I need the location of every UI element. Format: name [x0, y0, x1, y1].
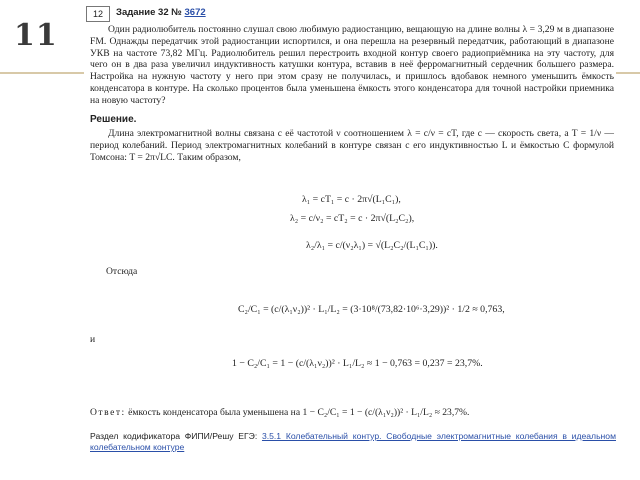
- accent-line-right: [616, 72, 640, 74]
- task-number-link[interactable]: 3672: [184, 7, 206, 18]
- answer-line: [90, 407, 469, 418]
- codifier-link[interactable]: 3.5.1 Колебательный контур. Свободные электромагнитные колебания в идеальном колебательном контуре: [90, 431, 616, 452]
- equation-capacitance-ratio: C₂/C₁ = (c/(λ₁ν₂))² · L₁/L₂ = (3·10⁸/(73,82·10⁶·3,29))² · 1/2 ≈ 0,763,: [238, 304, 505, 315]
- codifier-prefix: Раздел кодификатора ФИПИ/Решу ЕГЭ:: [90, 431, 258, 441]
- solution-paragraph: Длина электромагнитной волны связана с её частотой ν соотношением λ = c/ν = cT, где c — скорость света, а T = 1/ν — период колебаний. Период электромагнитных колебаний в контуре связан с его индуктивностью L и ёмкостью C формулой Томсона: T = 2π√LC. Таким образом,: [90, 128, 614, 163]
- problem-text: Один радиолюбитель постоянно слушал свою любимую радиостанцию, вещающую на длине волны λ = 3,29 м в диапазоне FM. Однажды передатчик этой радиостанции испортился, и она перешла на резервный передатчик, работающий в диапазоне УКВ на частоте 73,82 МГц. Радиолюбитель решил перестроить входной контур своего радиоприёмника на эту частоту, для чего он в два раза увеличил индуктивность катушки контура, вставив в неё ферромагнитный сердечник большего размера. Настройка на нужную частоту у него при этом сразу не получилась, и пришлось вдобавок немного уменьшить ёмкость конденсатора в контуре. На сколько процентов была уменьшена ёмкость этого конденсатора для точной настройки приемника на новую частоту?: [90, 24, 614, 106]
- solution-heading: Решение.: [90, 114, 137, 125]
- equation-ratio: λ₂/λ₁ = c/(ν₂λ₁) = √(L₂C₂/(L₁C₁)).: [306, 240, 438, 251]
- task-label: Задание 32 №: [116, 7, 182, 18]
- answer-label: Ответ:: [90, 407, 126, 418]
- answer-formula: 1 − C₂/C₁ = 1 − (c/(λ₁ν₂))² · L₁/L₂ ≈ 23,7%.: [302, 407, 470, 418]
- slide-number: 11: [14, 18, 58, 53]
- and-text: и: [90, 334, 96, 345]
- codifier-section: [90, 431, 616, 453]
- equation-lambda1: λ₁ = cT₁ = c · 2π√(L₁C₁),: [302, 194, 401, 205]
- task-document: [84, 4, 616, 474]
- equation-lambda2: λ₂ = c/ν₂ = cT₂ = c · 2π√(L₂C₂),: [290, 213, 415, 224]
- task-badge: 12: [86, 6, 110, 22]
- answer-text: ёмкость конденсатора была уменьшена на: [128, 407, 301, 418]
- task-title: [116, 7, 206, 18]
- otsyuda-text: Отсюда: [106, 266, 138, 277]
- accent-line-left: [0, 72, 86, 74]
- equation-percent: 1 − C₂/C₁ = 1 − (c/(λ₁ν₂))² · L₁/L₂ ≈ 1 − 0,763 = 0,237 = 23,7%.: [232, 358, 483, 369]
